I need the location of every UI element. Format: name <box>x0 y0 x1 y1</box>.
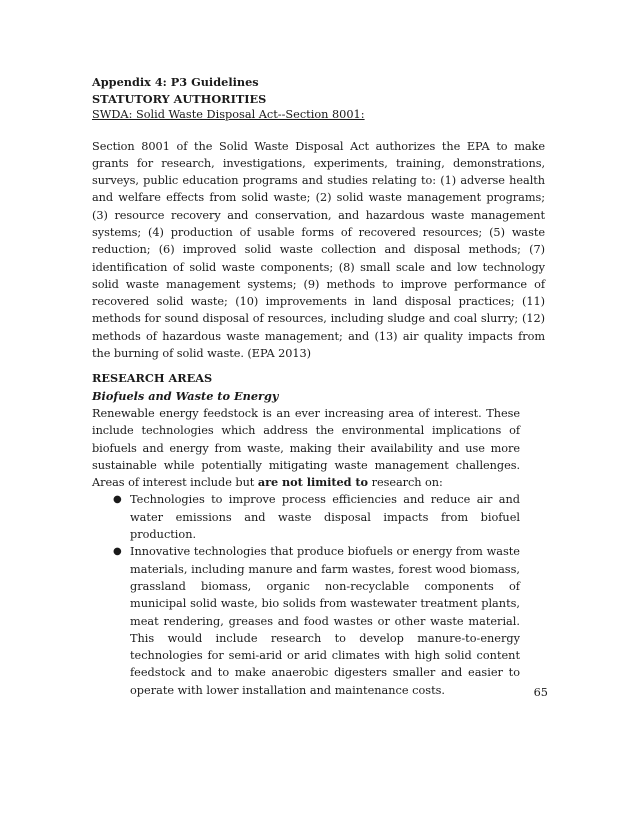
intro-text-before: Renewable energy feedstock is an ever increasing area of interest. These include technologies which address the environmental implications of biofuels and energy from waste, making their availability and use more sustainable while potentially mitigating waste management challenges. Areas of interest include but <box>92 406 520 490</box>
list-item <box>92 491 520 543</box>
header-block <box>92 74 545 124</box>
intro-emphasis: are not limited to <box>257 475 369 490</box>
bullet-text: Technologies to improve process efficiencies and reduce air and water emissions and waste disposal impacts from biofuel production. <box>130 493 520 542</box>
research-intro-paragraph <box>92 405 520 491</box>
list-item <box>92 543 520 699</box>
intro-text-after: research on: <box>368 476 443 490</box>
authorities-title: STATUTORY AUTHORITIES <box>92 91 267 106</box>
section-8001-paragraph: Section 8001 of the Solid Waste Disposal Act authorizes the EPA to make grants for research, investigations, experiments, training, demonstrations, surveys, public education programs and studies relating to: (1) adverse health and welfare effects from solid waste; (2) solid waste management programs; (3) resource recovery and conservation, and hazardous waste management systems; (4) production of usable forms of recovered resources; (5) waste reduction; (6) improved solid waste collection and disposal methods; (7) identification of solid waste components; (8) small scale and low technology solid waste management systems; (9) methods to improve performance of recovered solid waste; (10) improvements in land disposal practices; (11) methods for sound disposal of resources, including sludge and coal slurry; (12) methods of hazardous waste management; and (13) air quality impacts from the burning of solid waste. (EPA 2013) <box>92 139 545 361</box>
research-areas-heading: RESEARCH AREAS <box>92 371 213 386</box>
bullet-icon: ● <box>113 546 122 558</box>
research-bullet-list <box>92 491 520 699</box>
biofuels-subheading: Biofuels and Waste to Energy <box>92 388 279 403</box>
appendix-title: Appendix 4: P3 Guidelines <box>92 75 259 89</box>
bullet-text: Innovative technologies that produce biofuels or energy from waste materials, including manure and farm wastes, forest wood biomass, grassland biomass, organic non-recyclable components of municipal solid waste, bio solids from wastewater treatment plants, meat rendering, greases and food wastes or other waste material. This would include research to develop manure-to-energy technologies for semi-arid or arid climates with high solid content feedstock and to make anaerobic digesters smaller and easier to operate with lower installation and maintenance costs. <box>130 545 520 697</box>
page-number: 65 <box>533 686 548 699</box>
bullet-icon: ● <box>113 494 122 506</box>
section-reference: SWDA: Solid Waste Disposal Act--Section 8001: <box>92 108 365 121</box>
